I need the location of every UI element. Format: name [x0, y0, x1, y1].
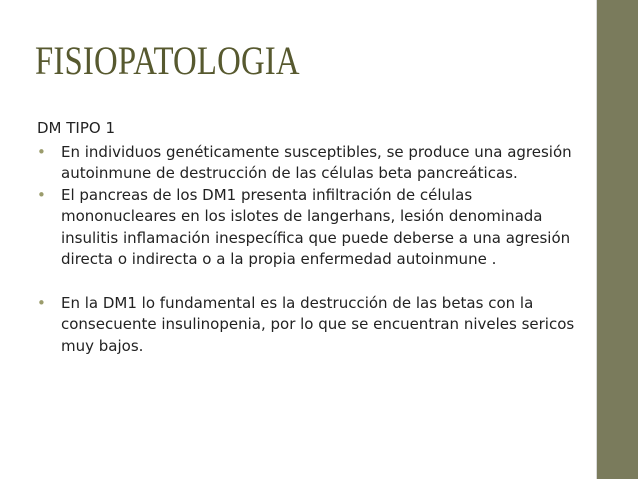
bullet-text: En la DM1 lo fundamental es la destrucción de las betas con la consecuente insulinopenia, por lo que se encuentran niveles sericos muy bajos.	[61, 293, 575, 355]
bullet-text: En individuos genéticamente susceptibles, se produce una agresión autoinmune de destrucción de las células beta pancreáticas.	[61, 142, 572, 182]
slide-body	[37, 118, 577, 357]
bullet-text: El pancreas de los DM1 presenta infiltración de células mononucleares en los islotes de langerhans, lesión denominada insulitis inflamación inespecífica que puede deberse a una agresión directa o indirecta o a la propia enfermedad autoinmune .	[61, 185, 571, 268]
bullet-item	[37, 185, 577, 271]
bullet-dot-icon: •	[37, 293, 46, 312]
bullet-list	[37, 142, 577, 358]
bullet-dot-icon: •	[37, 185, 46, 204]
bullet-item	[37, 142, 577, 185]
slide-title: FISIOPATOLOGIA	[35, 38, 300, 83]
accent-side-bar	[597, 0, 638, 479]
subheading: DM TIPO 1	[37, 119, 116, 137]
bullet-dot-icon: •	[37, 142, 46, 161]
bullet-item	[37, 293, 577, 358]
